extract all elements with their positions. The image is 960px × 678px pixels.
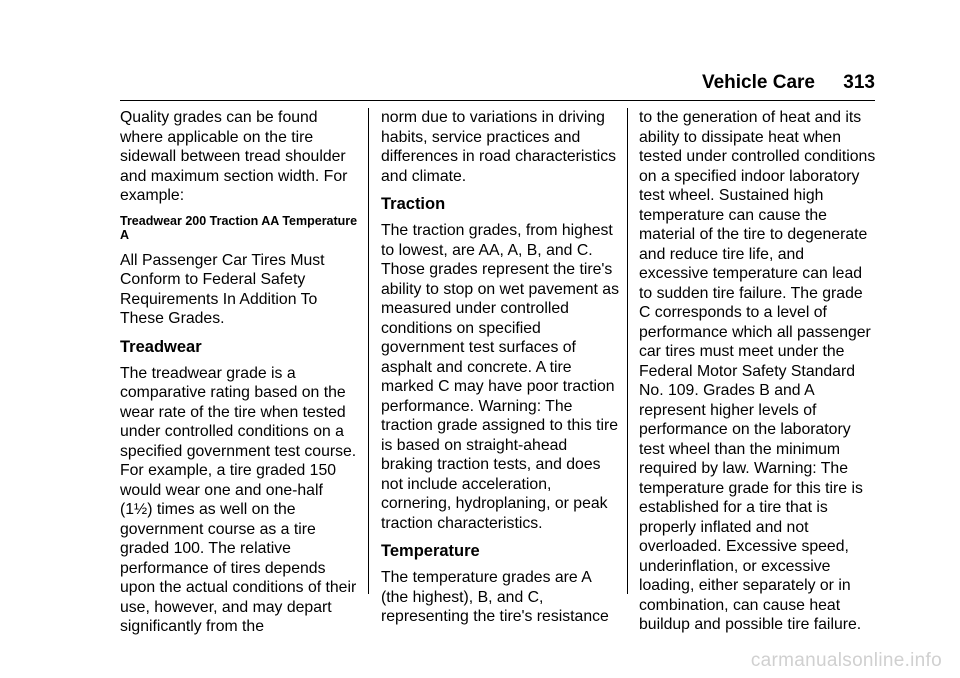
temperature-continued: to the generation of heat and its ability to dissipate heat when tested under controlled conditions on a specified indoor laboratory test wheel. Sustained high temperature can cause the material of the tire to degenerate and reduce tire life, and excessive temperature can lead to sudden tire failure. The grade C corresponds to a level of performance which all passenger car tires must meet under the Federal Motor Safety Standard No. 109. Grades B and A represent higher levels of performance on the laboratory test wheel than the minimum required by law. Warning: The temperature grade for this tire is established for a tire that is properly inflated and not overloaded. Excessive speed, underinflation, or excessive loading, either separately or in combination, can cause heat buildup and possible tire failure. — [639, 109, 876, 633]
section-title: Vehicle Care — [701, 72, 815, 93]
notice-paragraph: All Passenger Car Tires Must Conform to Federal Safety Requirements In Addition To These Grades. — [120, 251, 325, 327]
intro-paragraph: Quality grades can be found where applicable on the tire sidewall between tread shoulder and maximum section width. For example: — [120, 109, 348, 204]
temperature-heading: Temperature — [381, 542, 480, 560]
watermark: carmanualsonline.info — [750, 650, 942, 671]
column-1 — [120, 108, 358, 645]
column-2 — [381, 108, 619, 635]
grade-example: Treadwear 200 Traction AA Temperature A — [120, 213, 358, 242]
page-number: 313 — [843, 72, 875, 93]
column-divider-2 — [627, 108, 628, 594]
column-divider-1 — [368, 108, 369, 594]
treadwear-paragraph: The treadwear grade is a comparative rating based on the wear rate of the tire when tested under controlled conditions on a specified government test course. For example, a tire graded 150 would wear one and one-half (1½) times as well on the government course as a tire graded 100. The relative performance of tires depends upon the actual conditions of their use, however, and may depart significantly from the — [120, 364, 357, 635]
treadwear-heading: Treadwear — [120, 337, 202, 356]
temperature-paragraph: The temperature grades are A (the highest), B, and C, representing the tire's resistance — [381, 569, 609, 625]
treadwear-continued: norm due to variations in driving habits, service practices and differences in road characteristics and climate. — [381, 109, 617, 185]
traction-paragraph: The traction grades, from highest to lowest, are AA, A, B, and C. Those grades represent the tire's ability to stop on wet pavement as measured under controlled conditions on specified government test surfaces of asphalt and concrete. A tire marked C may have poor traction performance. Warning: The traction grade assigned to this tire is based on straight-ahead braking traction tests, and does not include acceleration, cornering, hydroplaning, or peak traction characteristics. — [381, 222, 619, 532]
column-3 — [639, 108, 877, 643]
page-header — [120, 70, 875, 101]
traction-heading: Traction — [381, 195, 446, 213]
